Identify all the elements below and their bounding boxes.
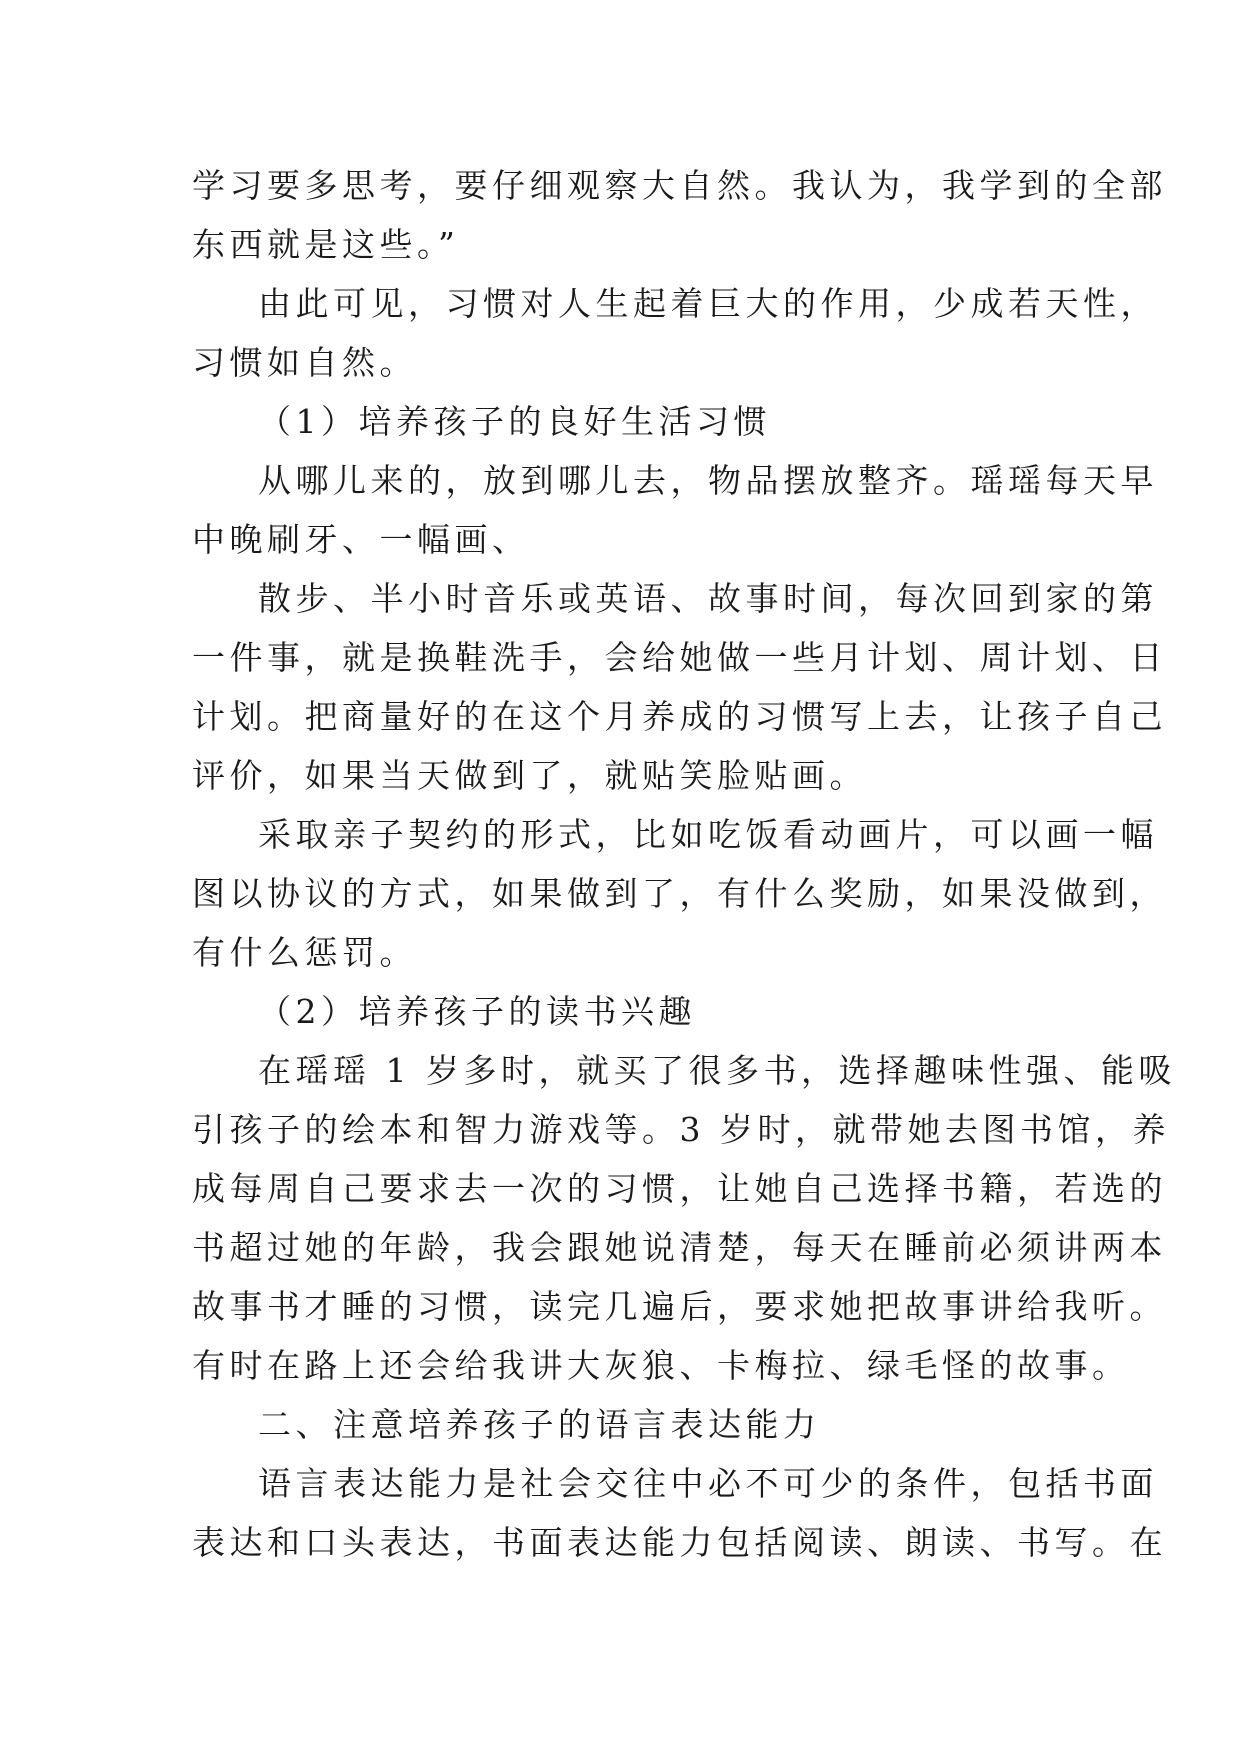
paragraph-language-expression [192, 1454, 1167, 1572]
section-heading-language-expression [192, 1395, 1052, 1454]
text-line: 散步、半小时音乐或英语、故事时间，每次回到家的第 [258, 579, 1158, 618]
text-line: 有时在路上还会给我讲大灰狼、卡梅拉、绿毛怪的故事。 [192, 1346, 1130, 1385]
paragraph-tidiness [192, 451, 1158, 569]
text-line: 引孩子的绘本和智力游戏等。3 岁时，就带她去图书馆，养 [192, 1110, 1170, 1149]
text-line: 从哪儿来的，放到哪儿去，物品摆放整齐。瑶瑶每天早 [258, 461, 1158, 500]
text-line: 表达和口头表达，书面表达能力包括阅读、朗读、书写。在 [192, 1523, 1167, 1562]
text-line: 书超过她的年龄，我会跟她说清楚，每天在睡前必须讲两本 [192, 1228, 1167, 1267]
paragraph-continuation [192, 156, 1167, 274]
text-line: 在瑶瑶 1 岁多时，就买了很多书，选择趣味性强、能吸 [258, 1051, 1176, 1090]
text-line: 故事书才睡的习惯，读完几遍后，要求她把故事讲给我听。 [192, 1287, 1167, 1326]
text-line: （1）培养孩子的良好生活习惯 [258, 402, 771, 441]
paragraph-parent-child-contract [192, 805, 1167, 982]
text-line: 一件事，就是换鞋洗手，会给她做一些月计划、周计划、日 [192, 638, 1167, 677]
text-line: 图以协议的方式，如果做到了，有什么奖励，如果没做到， [192, 874, 1167, 913]
text-line: 二、注意培养孩子的语言表达能力 [258, 1405, 821, 1444]
text-line: 语言表达能力是社会交往中必不可少的条件，包括书面 [258, 1464, 1158, 1503]
section-heading-reading-interest [192, 982, 1052, 1041]
text-line: 由此可见，习惯对人生起着巨大的作用，少成若天性， [258, 284, 1158, 323]
text-line: 评价，如果当天做到了，就贴笑脸贴画。 [192, 756, 867, 795]
text-line: 成每周自己要求去一次的习惯，让她自己选择书籍，若选的 [192, 1169, 1167, 1208]
paragraph-daily-routine [192, 569, 1167, 805]
text-line: 习惯如自然。 [192, 343, 417, 382]
text-line: 采取亲子契约的形式，比如吃饭看动画片，可以画一幅 [258, 815, 1158, 854]
document-body [192, 156, 1176, 1572]
text-line: （2）培养孩子的读书兴趣 [258, 992, 696, 1031]
text-line: 计划。把商量好的在这个月养成的习惯写上去，让孩子自己 [192, 697, 1167, 736]
text-line: 学习要多思考，要仔细观察大自然。我认为，我学到的全部 [192, 166, 1167, 205]
text-line: 有什么惩罚。 [192, 933, 417, 972]
text-line: 中晚刷牙、一幅画、 [192, 520, 530, 559]
section-heading-life-habits [192, 392, 1052, 451]
paragraph-habit-summary [192, 274, 1158, 392]
paragraph-reading-habits [192, 1041, 1176, 1395]
text-line: 东西就是这些。” [192, 225, 460, 264]
